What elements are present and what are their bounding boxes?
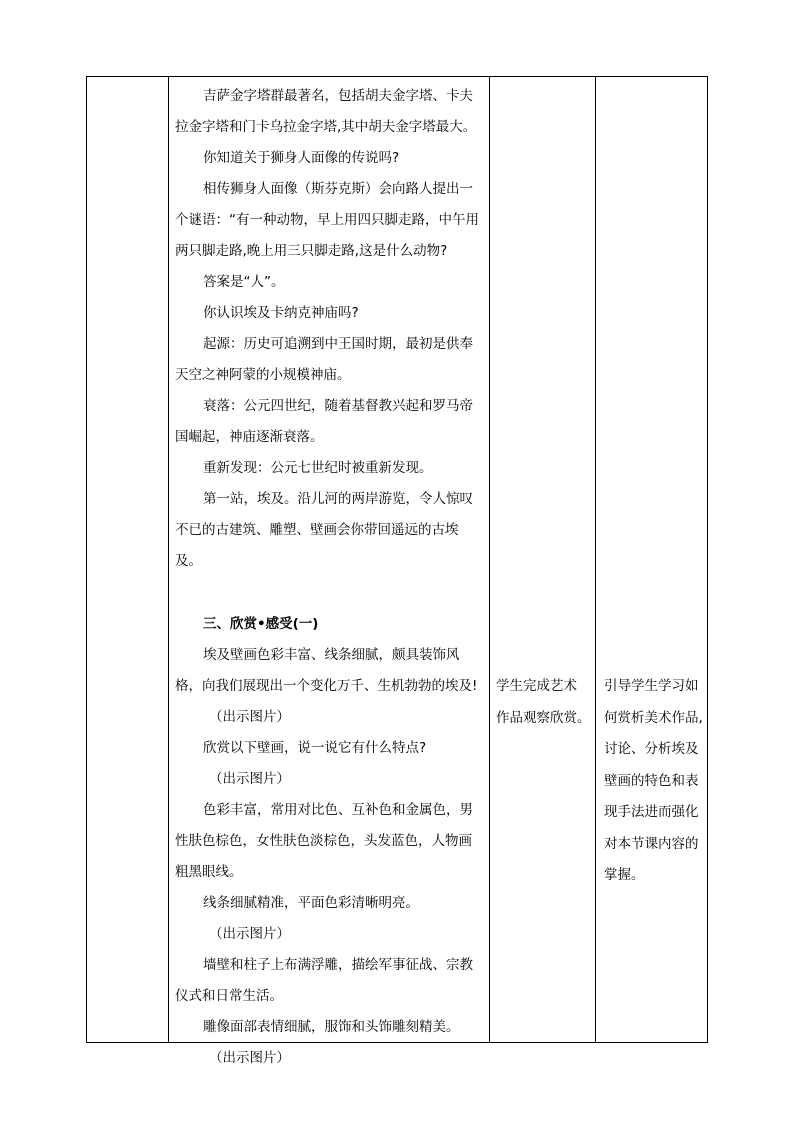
paragraph-sphinx-question: 你知道关于狮身人面像的传说吗? (203, 150, 400, 166)
student-activity-cell (490, 671, 601, 734)
paragraph-reliefs: 墙壁和柱子上布满浮雕，描绘军事征战、宗教仪式和日常生活。 (175, 957, 473, 1004)
design-intent-line: 对本节课内容的 (604, 835, 699, 852)
design-intent-line: 引导学生学习如 (604, 678, 699, 694)
design-intent-cell (596, 671, 716, 892)
design-intent-line: 讨论、分析埃及 (604, 741, 699, 757)
show-picture-note: （出示图片） (209, 709, 290, 725)
paragraph-giza-pyramids: 吉萨金字塔群最著名，包括胡夫金字塔、卡夫拉金字塔和门卡乌拉金字塔,其中胡夫金字塔最大。 (175, 88, 477, 135)
paragraph-rediscovery: 重新发现：公元七世纪时被重新发现。 (203, 460, 433, 476)
student-activity-line: 学生完成艺术 (496, 678, 577, 694)
student-activity-line: 作品观察欣赏。 (496, 709, 591, 726)
show-picture-note: （出示图片） (209, 926, 290, 942)
lesson-table (86, 76, 708, 1066)
teaching-content-cell (169, 77, 489, 1066)
paragraph-lines: 线条细腻精准，平面色彩清晰明亮。 (203, 895, 419, 911)
column-divider (489, 77, 490, 1042)
column-divider (595, 77, 596, 1042)
paragraph-answer: 答案是“人”。 (203, 274, 285, 290)
paragraph-murals-intro: 埃及壁画色彩丰富、线条细腻，颇具装饰风格，向我们展现出一个变化万千、生机勃勃的埃及! (175, 647, 478, 694)
design-intent-line: 壁画的特色和表 (604, 772, 699, 789)
paragraph-karnak-question: 你认识埃及卡纳克神庙吗? (203, 305, 359, 321)
paragraph-first-stop: 第一站，埃及。沿儿河的两岸游览，令人惊叹不已的古建筑、雕塑、壁画会你带回遥远的古埃及。 (175, 491, 473, 569)
paragraph-appreciate-question: 欣赏以下壁画，说一说它有什么特点? (203, 740, 427, 756)
paragraph-decline: 衰落：公元四世纪，随着基督教兴起和罗马帝国崛起，神庙逐渐衰落。 (175, 398, 473, 445)
show-picture-note: （出示图片） (209, 771, 290, 787)
show-picture-note: （出示图片） (209, 1050, 290, 1066)
section-heading: 三、欣赏•感受(一) (203, 616, 319, 632)
paragraph-statues: 雕像面部表情细腻，服饰和头饰雕刻精美。 (203, 1019, 460, 1035)
paragraph-colors: 色彩丰富，常用对比色、互补色和金属色，男性肤色棕色，女性肤色淡棕色，头发蓝色，人物画粗黑眼线。 (175, 802, 473, 880)
design-intent-line: 现手法进而强化 (604, 804, 699, 820)
design-intent-line: 掌握。 (604, 867, 645, 883)
design-intent-line: 何赏析美术作品, (604, 709, 703, 726)
paragraph-sphinx-riddle: 相传狮身人面像（斯芬克斯）会向路人提出一个谜语：“有一种动物，早上用四只脚走路，中午用两只脚走路,晚上用三只脚走路,这是什么动物? (175, 181, 479, 259)
paragraph-origin: 起源：历史可追溯到中王国时期，最初是供奉天空之神阿蒙的小规模神庙。 (175, 336, 473, 383)
